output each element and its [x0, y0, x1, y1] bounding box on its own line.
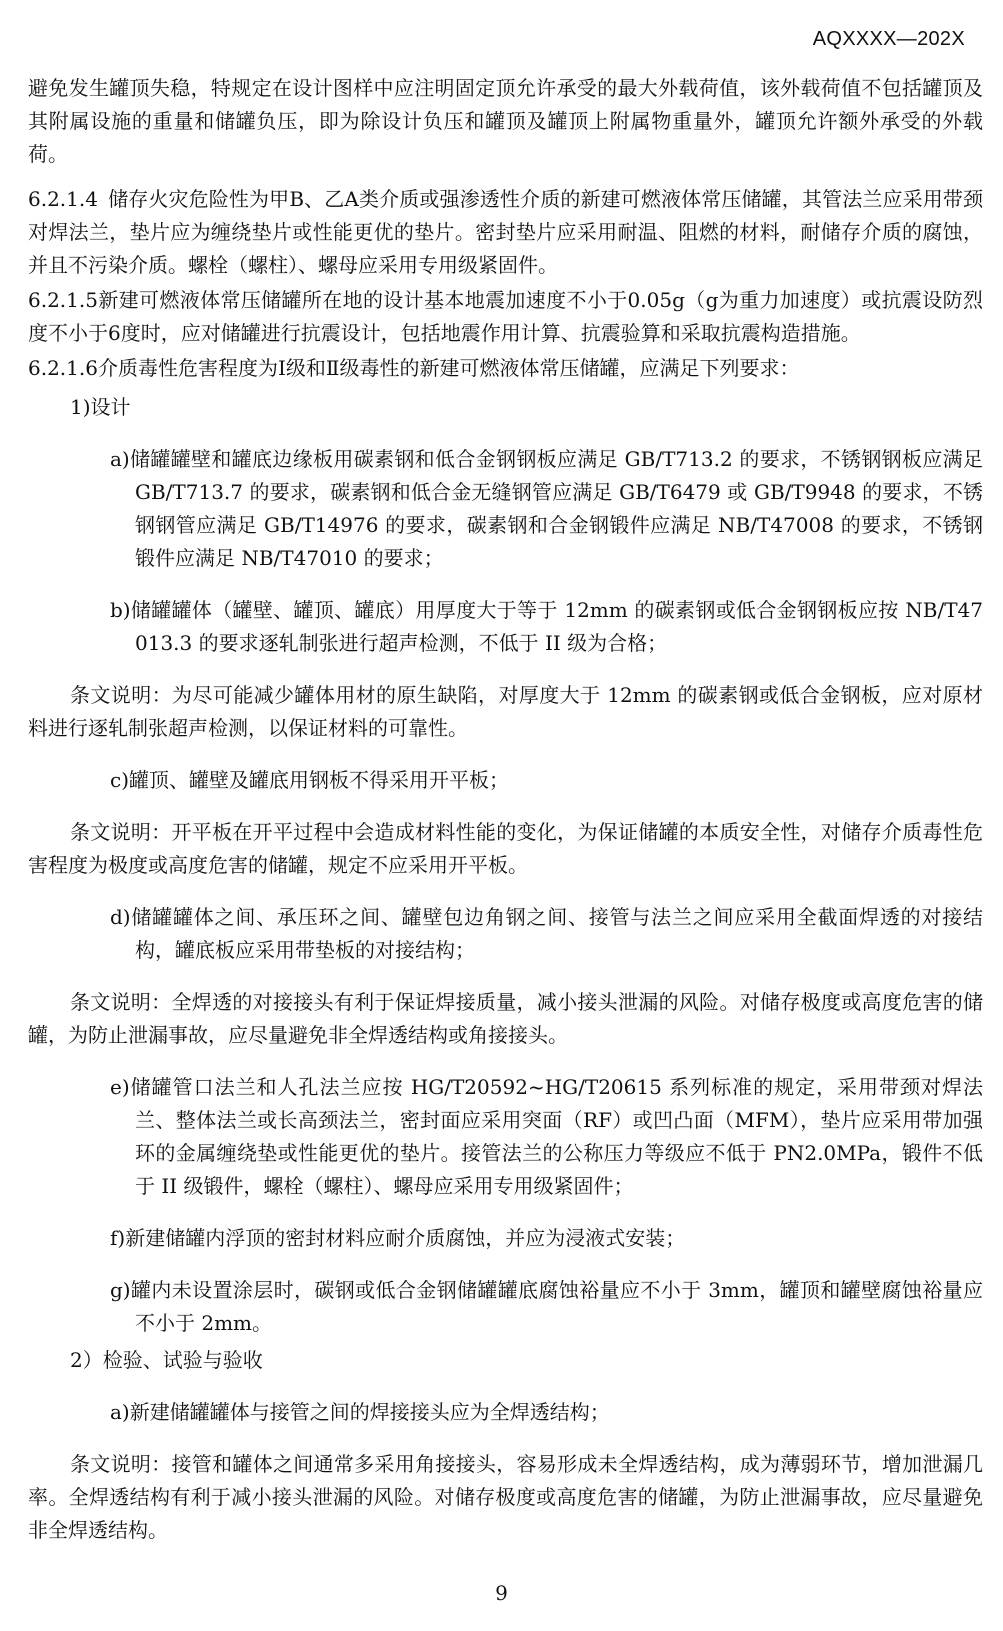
clause-text: 储存火灾危险性为甲B、乙A类介质或强渗透性介质的新建可燃液体常压储罐，其管法兰应采用带颈对焊法兰，垫片应为缠绕垫片或性能更优的垫片。密封垫片应采用耐温、阻燃的材料，耐储存介质的腐蚀，并且不污染介质。螺栓（螺柱）、螺母应采用专用级紧固件。 [28, 187, 983, 277]
clause-6-2-1-5 [28, 284, 983, 350]
design-item-g: g)罐内未设置涂层时，碳钢或低合金钢储罐罐底腐蚀裕量应不小于 3mm，罐顶和罐壁腐蚀裕量应不小于 2mm。 [110, 1278, 983, 1335]
design-item-b: b)储罐罐体（罐壁、罐顶、罐底）用厚度大于等于 12mm 的碳素钢或低合金钢钢板应按 NB/T47013.3 的要求逐轧制张进行超声检测，不低于 II 级为合格； [110, 598, 983, 655]
clause-6-2-1-6 [28, 352, 983, 385]
design-item-f: f)新建储罐内浮顶的密封材料应耐介质腐蚀，并应为浸液式安装； [110, 1226, 686, 1250]
clause-number: 6.2.1.5 [28, 288, 98, 312]
note-inspection-a: 条文说明：接管和罐体之间通常多采用角接接头，容易形成未全焊透结构，成为薄弱环节，增加泄漏几率。全焊透结构有利于减小接头泄漏的风险。对储存极度或高度危害的储罐，为防止泄漏事故，应尽量避免非全焊透结构。 [28, 1452, 983, 1542]
note-d: 条文说明：全焊透的对接接头有利于保证焊接质量，减小接头泄漏的风险。对储存极度或高度危害的储罐，为防止泄漏事故，应尽量避免非全焊透结构或角接接头。 [28, 990, 983, 1047]
clause-text: 新建可燃液体常压储罐所在地的设计基本地震加速度不小于0.05g（g为重力加速度）或抗震设防烈度不小于6度时，应对储罐进行抗震设计，包括地震作用计算、抗震验算和采取抗震构造措施。 [28, 288, 983, 345]
clause-text: 介质毒性危害程度为Ⅰ级和Ⅱ级毒性的新建可燃液体常压储罐，应满足下列要求： [97, 356, 800, 380]
note-c: 条文说明：开平板在开平过程中会造成材料性能的变化，为保证储罐的本质安全性，对储存介质毒性危害程度为极度或高度危害的储罐，规定不应采用开平板。 [28, 820, 983, 877]
clause-6-2-1-4 [28, 183, 983, 282]
design-item-a: a)储罐罐壁和罐底边缘板用碳素钢和低合金钢钢板应满足 GB/T713.2 的要求，不锈钢钢板应满足 GB/T713.7 的要求，碳素钢和低合金无缝钢管应满足 GB/T6479 或 GB/T9948 的要求，不锈钢钢管应满足 GB/T14976 的要求，碳素钢和合金钢锻件应满足 NB/T47008 的要求，不锈钢锻件应满足 NB/T47010 的要求； [110, 447, 983, 570]
section-design-label: 1)设计 [70, 395, 131, 419]
clause-number: 6.2.1.4 [28, 187, 98, 211]
inspection-item-a: a)新建储罐罐体与接管之间的焊接接头应为全焊透结构； [110, 1400, 610, 1424]
document-body [28, 72, 983, 1547]
design-item-c: c)罐顶、罐壁及罐底用钢板不得采用开平板； [110, 768, 510, 792]
standard-code: AQXXXX—202X [812, 28, 965, 50]
intro-paragraph: 避免发生罐顶失稳，特规定在设计图样中应注明固定顶允许承受的最大外载荷值，该外载荷值不包括罐顶及其附属设施的重量和储罐负压，即为除设计负压和罐顶及罐顶上附属物重量外，罐顶允许额外承受的外载荷。 [28, 76, 983, 166]
clause-number: 6.2.1.6 [28, 356, 98, 380]
section-inspection-label: 2）检验、试验与验收 [70, 1348, 263, 1372]
note-b: 条文说明：为尽可能减少罐体用材的原生缺陷，对厚度大于 12mm 的碳素钢或低合金钢板，应对原材料进行逐轧制张超声检测，以保证材料的可靠性。 [28, 683, 983, 740]
design-item-d: d)储罐罐体之间、承压环之间、罐壁包边角钢之间、接管与法兰之间应采用全截面焊透的对接结构，罐底板应采用带垫板的对接结构； [110, 905, 983, 962]
design-item-e: e)储罐管口法兰和人孔法兰应按 HG/T20592~HG/T20615 系列标准的规定，采用带颈对焊法兰、整体法兰或长高颈法兰，密封面应采用突面（RF）或凹凸面（MFM），垫片应采用带加强环的金属缠绕垫或性能更优的垫片。接管法兰的公称压力等级应不低于 PN2.0MPa，锻件不低于 II 级锻件，螺栓（螺柱）、螺母应采用专用级紧固件； [110, 1075, 983, 1198]
page-number: 9 [495, 1581, 508, 1605]
